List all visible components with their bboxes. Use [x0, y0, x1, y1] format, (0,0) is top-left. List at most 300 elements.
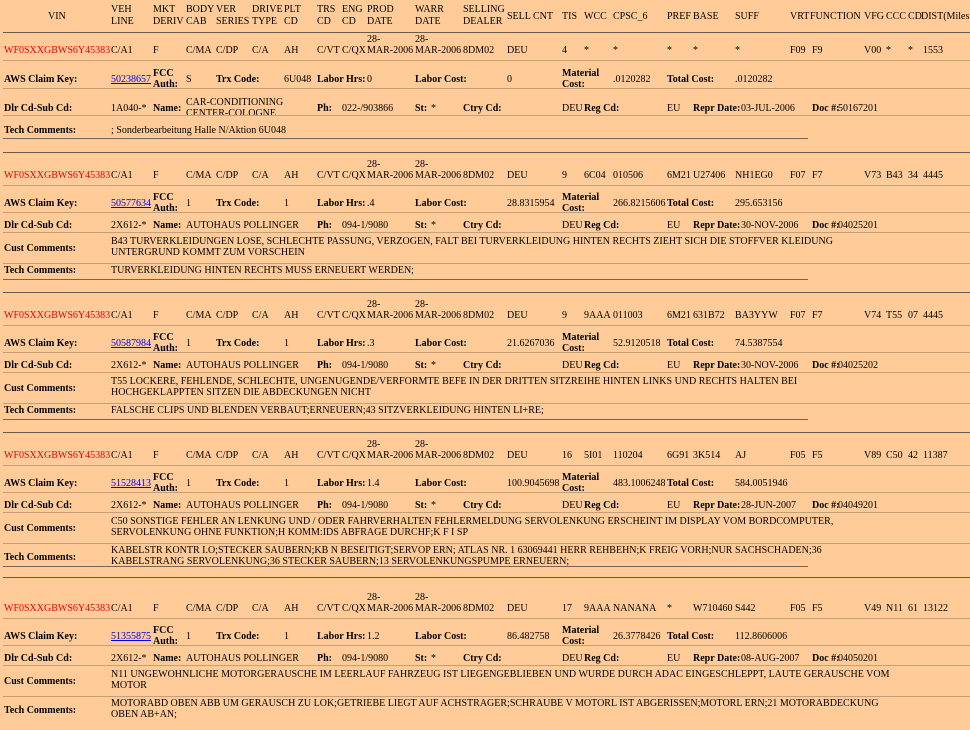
row-divider: [3, 88, 970, 89]
cell-mkt: F: [153, 450, 159, 461]
row-divider: [3, 60, 970, 61]
row-divider: [3, 292, 970, 293]
labor-hrs-value: .3: [367, 338, 375, 349]
total-cost-value: 295.653156: [735, 198, 783, 209]
cell-prod-date: 28- MAR-2006: [367, 439, 414, 461]
repr-date-label: Repr Date:: [693, 103, 741, 114]
reg-value: EU: [667, 360, 681, 371]
repr-date-value: 30-NOV-2006: [741, 220, 799, 231]
cell-dealer: 8DM02: [463, 450, 495, 461]
cell-warr-date: 28- MAR-2006: [415, 439, 462, 461]
cell-sell-cnt: DEU: [507, 450, 528, 461]
st-label: St:: [415, 500, 428, 511]
phone-label: Ph:: [317, 360, 332, 371]
reg-value: EU: [667, 653, 681, 664]
cell-ver: C/DP: [216, 170, 239, 181]
row-divider: [3, 279, 808, 280]
row-divider: [3, 512, 970, 513]
cell-ver: C/DP: [216, 450, 239, 461]
col-header-tis: TIS: [562, 11, 577, 22]
fcc-auth-label: FCC Auth:: [153, 332, 179, 354]
cell-eng: C/QX: [342, 170, 366, 181]
cell-trs: C/VT: [317, 450, 340, 461]
row-divider: [3, 432, 970, 433]
cell-veh-line: C/A1: [111, 310, 133, 321]
name-label: Name:: [153, 653, 182, 664]
material-cost-label: Material Cost:: [562, 472, 600, 494]
dlr-cd-value: 1A040-*: [111, 103, 147, 114]
dlr-cd-sub-cd-label: Dlr Cd-Sub Cd:: [4, 500, 73, 511]
cust-comments-label: Cust Comments:: [4, 383, 76, 394]
cell-vin: WF0SXXGBWS6Y45383: [4, 450, 111, 461]
labor-hrs-label: Labor Hrs:: [317, 74, 366, 85]
cell-prod-date: 28- MAR-2006: [367, 299, 414, 321]
reg-value: EU: [667, 500, 681, 511]
row-divider: [3, 372, 970, 373]
cell-function: F7: [812, 310, 823, 321]
fcc-auth-label: FCC Auth:: [153, 472, 179, 494]
doc-value: 04025201: [838, 220, 878, 231]
material-cost-value: .0120282: [613, 74, 651, 85]
cell-vrt: F07: [790, 310, 806, 321]
cell-veh-line: C/A1: [111, 45, 133, 56]
trx-code-label: Trx Code:: [216, 74, 260, 85]
dlr-cd-value: 2X612-*: [111, 500, 147, 511]
cust-comments-label: Cust Comments:: [4, 523, 76, 534]
trx-code-value: 6U048: [284, 74, 312, 85]
cell-base: U27406: [693, 170, 726, 181]
ctry-cd-label: Ctry Cd:: [463, 220, 502, 231]
repr-date-value: 03-JUL-2006: [741, 103, 795, 114]
cell-ver: C/DP: [216, 603, 239, 614]
row-divider: [3, 577, 970, 578]
cell-vrt: F09: [790, 45, 806, 56]
tech-comments-label: Tech Comments:: [4, 405, 77, 416]
cell-sell-cnt: DEU: [507, 603, 528, 614]
fcc-auth-label: FCC Auth:: [153, 68, 179, 90]
cell-pref: 6M21: [667, 310, 691, 321]
fcc-auth-value: 1: [186, 338, 191, 349]
dlr-cd-value: 2X612-*: [111, 653, 147, 664]
cell-cpsc: 010506: [613, 170, 643, 181]
cell-warr-date: 28- MAR-2006: [415, 299, 462, 321]
cell-body: C/MA: [186, 310, 212, 321]
cell-base: 631B72: [693, 310, 725, 321]
doc-label: Doc #:: [812, 220, 840, 231]
row-divider: [3, 115, 970, 116]
row-divider: [3, 618, 970, 619]
labor-hrs-label: Labor Hrs:: [317, 478, 366, 489]
cell-ver: C/DP: [216, 45, 239, 56]
cell-dist: 13122: [923, 603, 948, 614]
labor-cost-value: 0: [507, 74, 512, 85]
doc-label: Doc #:: [812, 653, 840, 664]
dlr-cd-sub-cd-label: Dlr Cd-Sub Cd:: [4, 103, 73, 114]
reg-value: EU: [667, 220, 681, 231]
material-cost-value: 266.8215606: [613, 198, 666, 209]
cell-suff: AJ: [735, 450, 747, 461]
cell-dealer: 8DM02: [463, 603, 495, 614]
cust-comments-value: T55 LOCKERE, FEHLENDE, SCHLECHTE, UNGENUGENDE/VERFORMTE BEFE IN DER DRITTEN SITZREIHE HINTEN LINKS UND RECHTS HALTEN BEI HOCHGEKLAPPTEN SITZEN DIE ABDECKUNGEN NICHT: [111, 376, 798, 398]
cust-comments-label: Cust Comments:: [4, 243, 76, 254]
labor-hrs-label: Labor Hrs:: [317, 198, 366, 209]
doc-label: Doc #:: [812, 360, 840, 371]
cell-tis: 16: [562, 450, 572, 461]
st-label: St:: [415, 220, 428, 231]
total-cost-label: Total Cost:: [667, 338, 715, 349]
trx-code-value: 1: [284, 631, 289, 642]
labor-cost-label: Labor Cost:: [415, 631, 467, 642]
row-divider: [3, 152, 970, 153]
dealer-name-value: AUTOHAUS POLLINGER: [186, 220, 299, 231]
reg-cd-label: Reg Cd:: [584, 500, 620, 511]
cell-trs: C/VT: [317, 45, 340, 56]
col-header-sell-cnt: SELL CNT: [507, 11, 554, 22]
phone-value: 094-1/9080: [342, 653, 389, 664]
cell-trs: C/VT: [317, 170, 340, 181]
row-divider: [3, 185, 970, 186]
tech-comments-value: MOTORABD OBEN ABB UM GERAUSCH ZU LOK;GETRIEBE LIEGT AUF ACHSTRAGER;SCHRAUBE V MOTORL IST ABGERISSEN;MOTORL ERN;21 MOTORABDECKUNG OBEN AB+AN;: [111, 698, 879, 720]
tech-comments-value: FALSCHE CLIPS UND BLENDEN VERBAUT;ERNEUERN;43 SITZVERKLEIDUNG HINTEN LI+RE;: [111, 405, 544, 416]
col-header-eng-cd: ENG CD: [342, 4, 363, 27]
col-header-cpsc: CPSC_6: [613, 11, 648, 22]
cell-wcc: 9AAA: [584, 603, 611, 614]
cell-dealer: 8DM02: [463, 45, 495, 56]
total-cost-label: Total Cost:: [667, 478, 715, 489]
repr-date-value: 08-AUG-2007: [741, 653, 800, 664]
col-header-vrt: VRT: [790, 11, 810, 22]
dlr-cd-value: 2X612-*: [111, 220, 147, 231]
cell-ccc: C50: [886, 450, 903, 461]
cell-vrt: F07: [790, 170, 806, 181]
cell-eng: C/QX: [342, 603, 366, 614]
material-cost-value: 26.3778426: [613, 631, 661, 642]
repr-date-label: Repr Date:: [693, 500, 741, 511]
cell-vfg: V00: [864, 45, 882, 56]
ctry-value: DEU: [562, 653, 583, 664]
col-header-mkt-deriv: MKT DERIV: [153, 4, 184, 27]
labor-cost-label: Labor Cost:: [415, 338, 467, 349]
labor-hrs-value: 0: [367, 74, 372, 85]
cell-base: *: [693, 45, 698, 56]
cell-pref: 6G91: [667, 450, 690, 461]
col-header-cd: CD: [908, 11, 922, 22]
repr-date-value: 30-NOV-2006: [741, 360, 799, 371]
cell-ccc: *: [886, 45, 891, 56]
cell-sell-cnt: DEU: [507, 170, 528, 181]
cell-warr-date: 28- MAR-2006: [415, 159, 462, 181]
col-header-veh-line: VEH LINE: [111, 4, 134, 27]
cell-suff: BA3YYW: [735, 310, 778, 321]
ctry-value: DEU: [562, 500, 583, 511]
repr-date-label: Repr Date:: [693, 220, 741, 231]
repr-date-label: Repr Date:: [693, 360, 741, 371]
cell-suff: S442: [735, 603, 756, 614]
trx-code-label: Trx Code:: [216, 338, 260, 349]
col-header-pref: PREF: [667, 11, 691, 22]
doc-value: 04050201: [838, 653, 878, 664]
cell-prod-date: 28- MAR-2006: [367, 34, 414, 56]
cell-plt: AH: [284, 310, 299, 321]
repr-date-label: Repr Date:: [693, 653, 741, 664]
col-header-prod-date: PROD DATE: [367, 4, 394, 27]
row-divider: [3, 263, 970, 264]
cell-veh-line: C/A1: [111, 603, 133, 614]
material-cost-value: 483.1006248: [613, 478, 666, 489]
labor-cost-label: Labor Cost:: [415, 74, 467, 85]
cell-eng: C/QX: [342, 450, 366, 461]
col-header-trs-cd: TRS CD: [317, 4, 336, 27]
cell-function: F7: [812, 170, 823, 181]
col-header-drive-type: DRIVE TYPE: [252, 4, 283, 27]
tech-comments-value: KABELSTR KONTR I.O;STECKER SAUBERN;KB N BESEITIGT;SERVOP ERN; ATLAS NR. 1 63069441 HERR REHBEHN;K FREIG VORH;NUR SACHSCHADEN;36 KABELSTRANG SERVOLENKUNG;36 STECKER SAUBERN;13 SERVOLENKUNGSPUMPE ERNEUERN;: [111, 545, 822, 567]
fcc-auth-label: FCC Auth:: [153, 625, 179, 647]
cell-dist: 11387: [923, 450, 948, 461]
cell-cd: *: [908, 45, 913, 56]
row-divider: [3, 232, 970, 233]
total-cost-label: Total Cost:: [667, 198, 715, 209]
tech-comments-label: Tech Comments:: [4, 705, 77, 716]
cell-cpsc: NANANA: [613, 603, 657, 614]
fcc-auth-value: 1: [186, 198, 191, 209]
col-header-ver-series: VER SERIES: [216, 4, 250, 27]
name-label: Name:: [153, 500, 182, 511]
col-header-base: BASE: [693, 11, 719, 22]
cell-eng: C/QX: [342, 45, 366, 56]
doc-label: Doc #:: [812, 500, 840, 511]
row-divider: [3, 32, 970, 33]
cell-vfg: V89: [864, 450, 882, 461]
doc-value: 04025202: [838, 360, 878, 371]
cell-drive: C/A: [252, 170, 269, 181]
material-cost-value: 52.9120518: [613, 338, 661, 349]
cell-base: 3K514: [693, 450, 721, 461]
col-header-vfg: VFG: [864, 11, 885, 22]
cell-vfg: V49: [864, 603, 882, 614]
st-label: St:: [415, 653, 428, 664]
st-value: *: [431, 220, 436, 231]
labor-cost-value: 86.482758: [507, 631, 550, 642]
name-label: Name:: [153, 360, 182, 371]
col-header-ccc: CCC: [886, 11, 907, 22]
aws-claim-key-label: AWS Claim Key:: [4, 74, 78, 85]
cell-function: F9: [812, 45, 823, 56]
cell-ccc: N11: [886, 603, 903, 614]
dealer-name-value: AUTOHAUS POLLINGER: [186, 360, 299, 371]
cell-plt: AH: [284, 170, 299, 181]
cell-drive: C/A: [252, 310, 269, 321]
doc-value: 50167201: [838, 103, 878, 114]
cell-eng: C/QX: [342, 310, 366, 321]
cell-vfg: V74: [864, 310, 882, 321]
cell-dist: 4445: [923, 310, 943, 321]
col-header-plt-cd: PLT CD: [284, 4, 301, 27]
row-divider: [3, 566, 808, 567]
cell-body: C/MA: [186, 603, 212, 614]
total-cost-value: .0120282: [735, 74, 773, 85]
cell-vin: WF0SXXGBWS6Y45383: [4, 45, 111, 56]
cust-comments-value: C50 SONSTIGE FEHLER AN LENKUNG UND / ODER FAHRVERHALTEN FEHLERMELDUNG SERVOLENKUNG ERSCHEINT IM DISPLAY VOM BORDCOMPUTER, SERVOLENKUNG OHNE FUNKTION;H KOMM:IDS ABFRAGE DURCHF;K F I SP: [111, 516, 834, 538]
cell-mkt: F: [153, 45, 159, 56]
material-cost-label: Material Cost:: [562, 68, 600, 90]
fcc-auth-value: 1: [186, 631, 191, 642]
cell-vin: WF0SXXGBWS6Y45383: [4, 603, 111, 614]
trx-code-label: Trx Code:: [216, 631, 260, 642]
cell-dist: 1553: [923, 45, 943, 56]
cell-tis: 9: [562, 310, 567, 321]
aws-claim-key-label: AWS Claim Key:: [4, 198, 78, 209]
reg-cd-label: Reg Cd:: [584, 653, 620, 664]
fcc-auth-value: 1: [186, 478, 191, 489]
total-cost-value: 584.0051946: [735, 478, 788, 489]
ctry-value: DEU: [562, 360, 583, 371]
cell-mkt: F: [153, 603, 159, 614]
material-cost-label: Material Cost:: [562, 192, 600, 214]
st-value: *: [431, 360, 436, 371]
cell-suff: *: [735, 45, 740, 56]
ctry-cd-label: Ctry Cd:: [463, 653, 502, 664]
st-label: St:: [415, 103, 428, 114]
phone-label: Ph:: [317, 500, 332, 511]
cell-dealer: 8DM02: [463, 310, 495, 321]
phone-value: 022-/903866: [342, 103, 394, 114]
claim-key-link[interactable]: 50238657: [111, 74, 151, 85]
cell-suff: NH1EG0: [735, 170, 773, 181]
cell-ccc: B43: [886, 170, 903, 181]
reg-value: EU: [667, 103, 681, 114]
cell-vin: WF0SXXGBWS6Y45383: [4, 310, 111, 321]
tech-comments-value: ; Sonderbearbeitung Halle N/Aktion 6U048: [111, 125, 286, 136]
cell-cd: 34: [908, 170, 918, 181]
trx-code-label: Trx Code:: [216, 478, 260, 489]
col-header-suff: SUFF: [735, 11, 759, 22]
total-cost-value: 74.5387554: [735, 338, 783, 349]
cell-drive: C/A: [252, 45, 269, 56]
aws-claim-key-label: AWS Claim Key:: [4, 478, 78, 489]
cell-wcc: 9AAA: [584, 310, 611, 321]
cell-wcc: 6C04: [584, 170, 606, 181]
repr-date-value: 28-JUN-2007: [741, 500, 796, 511]
ctry-cd-label: Ctry Cd:: [463, 360, 502, 371]
cell-sell-cnt: DEU: [507, 310, 528, 321]
col-header-vin: VIN: [48, 11, 66, 22]
cust-comments-label: Cust Comments:: [4, 676, 76, 687]
name-label: Name:: [153, 103, 182, 114]
row-divider: [3, 403, 970, 404]
row-divider: [3, 543, 970, 544]
material-cost-label: Material Cost:: [562, 625, 600, 647]
col-header-wcc: WCC: [584, 11, 607, 22]
labor-hrs-value: 1.4: [367, 478, 380, 489]
cell-body: C/MA: [186, 45, 212, 56]
cell-plt: AH: [284, 450, 299, 461]
cell-cd: 61: [908, 603, 918, 614]
tech-comments-label: Tech Comments:: [4, 552, 77, 563]
cell-dist: 4445: [923, 170, 943, 181]
reg-cd-label: Reg Cd:: [584, 220, 620, 231]
cell-pref: *: [667, 45, 672, 56]
cell-prod-date: 28- MAR-2006: [367, 159, 414, 181]
row-divider: [3, 352, 970, 353]
col-header-dist: DIST(Miles: [921, 11, 970, 22]
cell-mkt: F: [153, 310, 159, 321]
row-divider: [3, 419, 808, 420]
row-divider: [3, 696, 970, 697]
col-header-warr-date: WARR DATE: [415, 4, 444, 27]
labor-cost-value: 100.9045698: [507, 478, 560, 489]
cell-prod-date: 28- MAR-2006: [367, 592, 414, 614]
col-header-selling-dealer: SELLING DEALER: [463, 4, 505, 27]
cell-cd: 42: [908, 450, 918, 461]
row-divider: [3, 138, 808, 139]
phone-value: 094-1/9080: [342, 500, 389, 511]
st-value: *: [431, 500, 436, 511]
aws-claim-key-label: AWS Claim Key:: [4, 631, 78, 642]
trx-code-label: Trx Code:: [216, 198, 260, 209]
dlr-cd-value: 2X612-*: [111, 360, 147, 371]
cell-cpsc: 110204: [613, 450, 643, 461]
reg-cd-label: Reg Cd:: [584, 103, 620, 114]
cell-wcc: 5I01: [584, 450, 603, 461]
row-divider: [3, 665, 970, 666]
trx-code-value: 1: [284, 478, 289, 489]
row-divider: [3, 465, 970, 466]
claim-key-link[interactable]: 50577634: [111, 198, 151, 209]
doc-label: Doc #:: [812, 103, 840, 114]
labor-cost-label: Labor Cost:: [415, 478, 467, 489]
cell-tis: 9: [562, 170, 567, 181]
labor-cost-value: 28.8315954: [507, 198, 555, 209]
cell-cd: 07: [908, 310, 918, 321]
claim-key-link[interactable]: 51355875: [111, 631, 151, 642]
cell-vfg: V73: [864, 170, 882, 181]
row-divider: [3, 492, 970, 493]
cell-body: C/MA: [186, 170, 212, 181]
phone-value: 094-1/9080: [342, 360, 389, 371]
total-cost-label: Total Cost:: [667, 74, 715, 85]
labor-hrs-label: Labor Hrs:: [317, 338, 366, 349]
cell-pref: *: [667, 603, 672, 614]
claim-key-link[interactable]: 50587984: [111, 338, 151, 349]
col-header-body-cab: BODY CAB: [186, 4, 215, 27]
tech-comments-label: Tech Comments:: [4, 125, 77, 136]
cust-comments-value: B43 TURVERKLEIDUNGEN LOSE, SCHLECHTE PASSUNG, VERZOGEN, FALT BEI TURVERKLEIDUNG HINTEN RECHTS ZIEHT SICH DIE STOFFVER KLEIDUNG UNTERGRUND KOMMT ZUM VORSCHEIN: [111, 236, 833, 258]
cell-ver: C/DP: [216, 310, 239, 321]
cell-ccc: T55: [886, 310, 903, 321]
trx-code-value: 1: [284, 338, 289, 349]
cell-wcc: *: [584, 45, 589, 56]
dlr-cd-sub-cd-label: Dlr Cd-Sub Cd:: [4, 220, 73, 231]
total-cost-label: Total Cost:: [667, 631, 715, 642]
cell-pref: 6M21: [667, 170, 691, 181]
ctry-value: DEU: [562, 220, 583, 231]
claim-key-link[interactable]: 51528413: [111, 478, 151, 489]
cell-vin: WF0SXXGBWS6Y45383: [4, 170, 111, 181]
cell-drive: C/A: [252, 603, 269, 614]
cell-warr-date: 28- MAR-2006: [415, 34, 462, 56]
reg-cd-label: Reg Cd:: [584, 360, 620, 371]
row-divider: [3, 325, 970, 326]
phone-label: Ph:: [317, 103, 332, 114]
doc-value: 04049201: [838, 500, 878, 511]
cell-cpsc: 011003: [613, 310, 643, 321]
cell-vrt: F05: [790, 603, 806, 614]
ctry-value: DEU: [562, 103, 583, 114]
tech-comments-label: Tech Comments:: [4, 265, 77, 276]
name-label: Name:: [153, 220, 182, 231]
dlr-cd-sub-cd-label: Dlr Cd-Sub Cd:: [4, 360, 73, 371]
cell-function: F5: [812, 450, 823, 461]
